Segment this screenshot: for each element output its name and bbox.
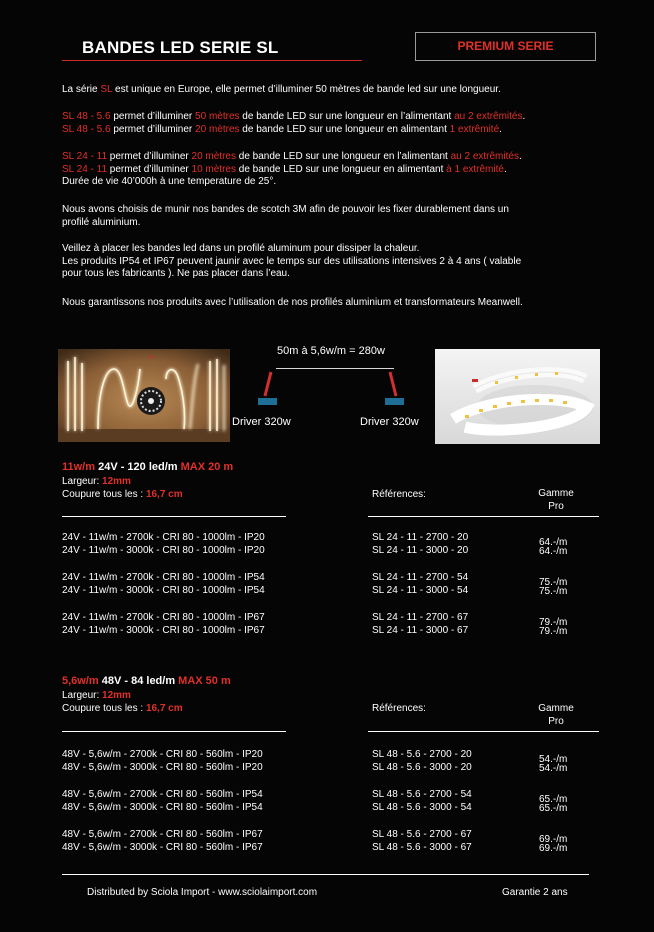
premium-badge: PREMIUM SERIE	[415, 32, 596, 61]
intro-paragraph-4: Nous avons choisis de munir nos bandes de scotch 3M afin de pouvoir les fixer durablement dans un profilé aluminium.	[62, 204, 509, 228]
product-price: 69.-/m	[539, 843, 568, 854]
footer-warranty: Garantie 2 ans	[502, 887, 568, 898]
driver-left-label: Driver 320w	[232, 416, 291, 428]
intro-paragraph-6: Nous garantissons nos produits avec l’utilisation de nos profilés aluminium et transformateurs Meanwell.	[62, 297, 523, 308]
section2-heading: 5,6w/m 48V - 84 led/m MAX 50 m	[62, 675, 231, 687]
product-price: 54.-/m	[539, 763, 568, 774]
led-strip-line	[276, 368, 394, 369]
product-description: 24V - 11w/m - 2700k - CRI 80 - 1000lm - IP67	[62, 612, 265, 623]
led-strip-reel-photo	[435, 349, 600, 444]
footer-rule	[62, 874, 589, 875]
product-description: 48V - 5,6w/m - 2700k - CRI 80 - 560lm - IP20	[62, 749, 263, 760]
section1-heading: 11w/m 24V - 120 led/m MAX 20 m	[62, 461, 234, 473]
product-price: 64.-/m	[539, 546, 568, 557]
product-price: 69.-/m	[539, 834, 568, 845]
page-title: BANDES LED SERIE SL	[82, 38, 279, 57]
table-row	[62, 842, 602, 855]
intro-paragraph-2: SL 48 - 5.6 permet d’illuminer 50 mètres de bande LED sur une longueur en l’alimentant au 2 extrêmités. SL 48 - 5.6 permet d’illuminer 20 mètres de bande LED sur une longueur en alimentant 1 extrêmité.	[62, 111, 526, 135]
intro-paragraph-5: Veillez à placer les bandes led dans un profilé aluminum pour dissiper la chaleur. Les produits IP54 et IP67 peuvent jaunir avec le temps sur des utilisations intensives 2 à 4 ans ( valable pour tous les fabricants ). Ne pas placer dans l’eau.	[62, 243, 522, 279]
table-row	[62, 625, 602, 638]
product-description: 24V - 11w/m - 3000k - CRI 80 - 1000lm - IP67	[62, 625, 265, 636]
product-reference: SL 24 - 11 - 2700 - 54	[372, 572, 469, 583]
wire-right-icon	[384, 370, 404, 400]
section2-refs-header: Références:	[372, 703, 426, 714]
product-description: 24V - 11w/m - 3000k - CRI 80 - 1000lm - IP20	[62, 545, 265, 556]
product-price: 65.-/m	[539, 794, 568, 805]
section1-refs-header: Références:	[372, 489, 426, 500]
section1-rule-right	[368, 516, 599, 517]
table-row	[62, 749, 602, 765]
product-description: 24V - 11w/m - 3000k - CRI 80 - 1000lm - IP54	[62, 585, 265, 596]
product-reference: SL 24 - 11 - 3000 - 67	[372, 625, 469, 636]
product-reference: SL 48 - 5.6 - 2700 - 67	[372, 829, 472, 840]
section2-gamme-header: Gamme	[538, 703, 574, 714]
product-price: 65.-/m	[539, 803, 568, 814]
section1-pro-header: Pro	[548, 501, 564, 512]
product-description: 48V - 5,6w/m - 3000k - CRI 80 - 560lm - IP67	[62, 842, 263, 853]
table-row	[62, 762, 602, 775]
section2-pro-header: Pro	[548, 716, 564, 727]
table-row	[62, 572, 602, 588]
driver-right-box	[385, 398, 404, 405]
product-reference: SL 48 - 5.6 - 2700 - 20	[372, 749, 472, 760]
product-reference: SL 48 - 5.6 - 3000 - 67	[372, 842, 472, 853]
product-description: 24V - 11w/m - 2700k - CRI 80 - 1000lm - IP54	[62, 572, 265, 583]
table-row	[62, 612, 602, 628]
product-price: 79.-/m	[539, 626, 568, 637]
driver-left-box	[258, 398, 277, 405]
product-reference: SL 48 - 5.6 - 3000 - 20	[372, 762, 472, 773]
product-description: 48V - 5,6w/m - 3000k - CRI 80 - 560lm - IP20	[62, 762, 263, 773]
product-price: 75.-/m	[539, 586, 568, 597]
product-price: 54.-/m	[539, 754, 568, 765]
product-price: 79.-/m	[539, 617, 568, 628]
footer-distributor: Distributed by Sciola Import - www.sciolaimport.com	[87, 887, 318, 898]
table-row	[62, 532, 602, 548]
section1-cut: Coupure tous les : 16,7 cm	[62, 489, 183, 500]
table-row	[62, 829, 602, 845]
product-description: 48V - 5,6w/m - 2700k - CRI 80 - 560lm - IP54	[62, 789, 263, 800]
product-description: 48V - 5,6w/m - 2700k - CRI 80 - 560lm - IP67	[62, 829, 263, 840]
table-row	[62, 802, 602, 815]
product-price: 64.-/m	[539, 537, 568, 548]
table-row	[62, 585, 602, 598]
product-reference: SL 24 - 11 - 3000 - 54	[372, 585, 469, 596]
section2-rule-left	[62, 731, 286, 732]
table-row	[62, 789, 602, 805]
section1-gamme-header: Gamme	[538, 488, 574, 499]
section2-cut: Coupure tous les : 16,7 cm	[62, 703, 183, 714]
wire-left-icon	[258, 370, 278, 400]
product-reference: SL 48 - 5.6 - 2700 - 54	[372, 789, 472, 800]
product-reference: SL 24 - 11 - 2700 - 20	[372, 532, 469, 543]
section2-width: Largeur: 12mm	[62, 690, 131, 701]
diagram-span-label: 50m à 5,6w/m = 280w	[277, 345, 385, 357]
intro-paragraph-3: SL 24 - 11 permet d’illuminer 20 mètres de bande LED sur une longueur en l’alimentant au 2 extrêmités. SL 24 - 11 permet d’illuminer 10 mètres de bande LED sur une longueur en alimentant à 1 extrêmité. Durée de vie 40’000h à une temperature de 25°.	[62, 151, 522, 187]
product-reference: SL 24 - 11 - 3000 - 20	[372, 545, 469, 556]
product-reference: SL 48 - 5.6 - 3000 - 54	[372, 802, 472, 813]
table-row	[62, 545, 602, 558]
product-price: 75.-/m	[539, 577, 568, 588]
title-underline	[62, 60, 362, 61]
section1-width: Largeur: 12mm	[62, 476, 131, 487]
section1-rule-left	[62, 516, 286, 517]
led-installation-photo	[58, 349, 230, 442]
section2-rule-right	[368, 731, 599, 732]
intro-paragraph-1: La série SL est unique en Europe, elle permet d’illuminer 50 mètres de bande led sur une longueur.	[62, 84, 501, 95]
product-reference: SL 24 - 11 - 2700 - 67	[372, 612, 469, 623]
product-description: 48V - 5,6w/m - 3000k - CRI 80 - 560lm - IP54	[62, 802, 263, 813]
driver-right-label: Driver 320w	[360, 416, 419, 428]
product-description: 24V - 11w/m - 2700k - CRI 80 - 1000lm - IP20	[62, 532, 265, 543]
